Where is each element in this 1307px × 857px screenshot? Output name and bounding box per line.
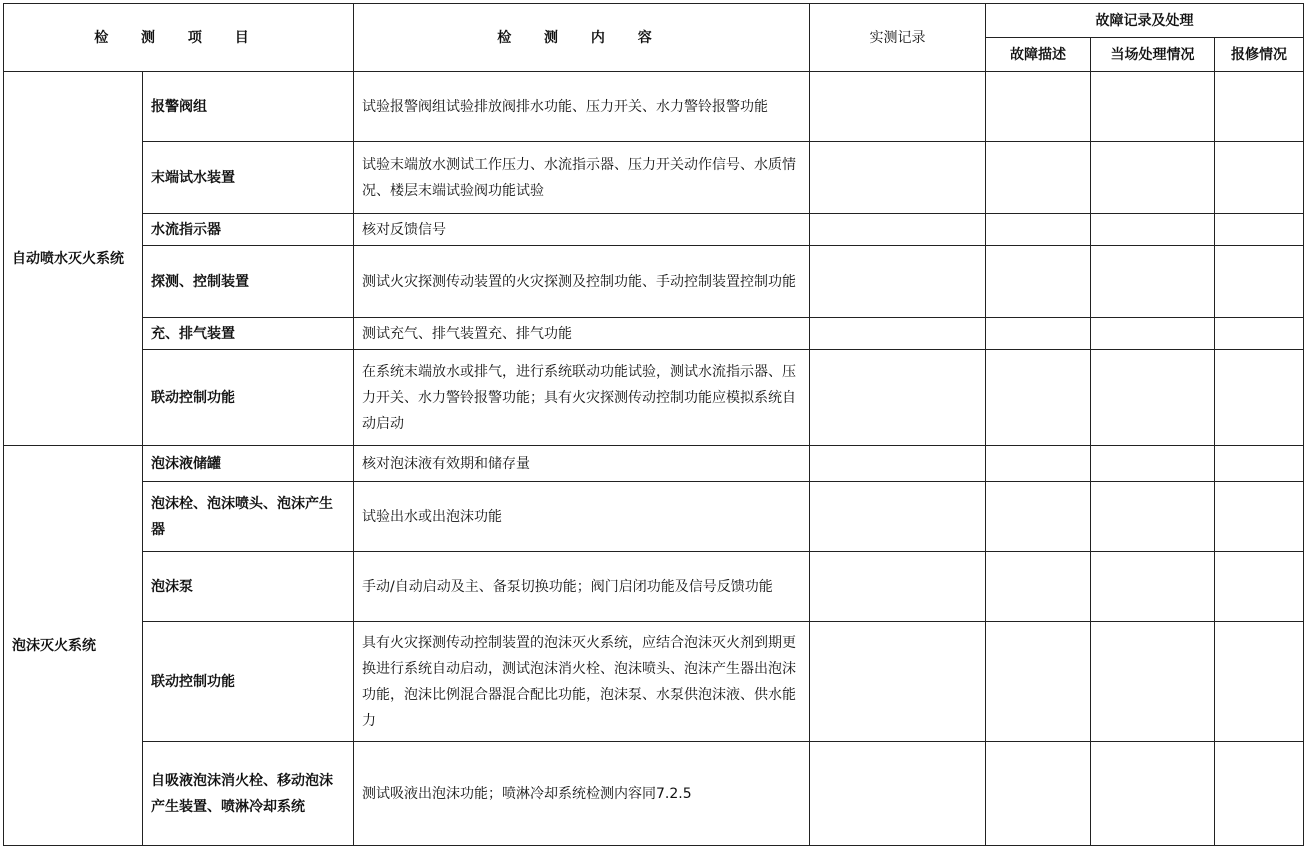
- fault-desc-cell[interactable]: [986, 742, 1091, 846]
- fault-desc-cell[interactable]: [986, 142, 1091, 214]
- fault-desc-cell[interactable]: [986, 552, 1091, 622]
- fault-desc-cell[interactable]: [986, 482, 1091, 552]
- item-content: 在系统末端放水或排气，进行系统联动功能试验，测试水流指示器、压力开关、水力警铃报警功能；具有火灾探测传动控制功能应模拟系统自动启动: [354, 350, 810, 446]
- table-row: [4, 142, 1304, 214]
- item-content: 试验报警阀组试验排放阀排水功能、压力开关、水力警铃报警功能: [354, 72, 810, 142]
- inspection-table: [3, 3, 1304, 846]
- repair-cell[interactable]: [1215, 72, 1304, 142]
- record-cell[interactable]: [810, 72, 986, 142]
- item-content: 测试充气、排气装置充、排气功能: [354, 318, 810, 350]
- item-name: 联动控制功能: [143, 350, 354, 446]
- repair-cell[interactable]: [1215, 622, 1304, 742]
- fault-desc-cell[interactable]: [986, 622, 1091, 742]
- fault-desc-cell[interactable]: [986, 318, 1091, 350]
- table-row: [4, 622, 1304, 742]
- record-cell[interactable]: [810, 214, 986, 246]
- header-fault-group: 故障记录及处理: [986, 4, 1304, 38]
- table-row: [4, 72, 1304, 142]
- record-cell[interactable]: [810, 622, 986, 742]
- item-content: 试验末端放水测试工作压力、水流指示器、压力开关动作信号、水质情况、楼层末端试验阀功能试验: [354, 142, 810, 214]
- table-row: [4, 446, 1304, 482]
- record-cell[interactable]: [810, 446, 986, 482]
- repair-cell[interactable]: [1215, 142, 1304, 214]
- onsite-cell[interactable]: [1091, 246, 1215, 318]
- record-cell[interactable]: [810, 482, 986, 552]
- fault-desc-cell[interactable]: [986, 214, 1091, 246]
- record-cell[interactable]: [810, 552, 986, 622]
- system-name: 自动喷水灭火系统: [4, 72, 143, 446]
- fault-desc-cell[interactable]: [986, 350, 1091, 446]
- item-name: 报警阀组: [143, 72, 354, 142]
- record-cell[interactable]: [810, 142, 986, 214]
- item-name: 联动控制功能: [143, 622, 354, 742]
- repair-cell[interactable]: [1215, 214, 1304, 246]
- record-cell[interactable]: [810, 318, 986, 350]
- item-content: 核对泡沫液有效期和储存量: [354, 446, 810, 482]
- header-onsite: 当场处理情况: [1091, 38, 1215, 72]
- record-cell[interactable]: [810, 742, 986, 846]
- table-row: [4, 214, 1304, 246]
- onsite-cell[interactable]: [1091, 742, 1215, 846]
- fault-desc-cell[interactable]: [986, 72, 1091, 142]
- repair-cell[interactable]: [1215, 446, 1304, 482]
- fault-desc-cell[interactable]: [986, 446, 1091, 482]
- item-name: 泡沫栓、泡沫喷头、泡沫产生器: [143, 482, 354, 552]
- header-item: 检 测 项 目: [4, 4, 354, 72]
- repair-cell[interactable]: [1215, 246, 1304, 318]
- fault-desc-cell[interactable]: [986, 246, 1091, 318]
- repair-cell[interactable]: [1215, 318, 1304, 350]
- system-name: 泡沫灭火系统: [4, 446, 143, 846]
- table-row: [4, 350, 1304, 446]
- item-content: 核对反馈信号: [354, 214, 810, 246]
- item-name: 末端试水装置: [143, 142, 354, 214]
- onsite-cell[interactable]: [1091, 622, 1215, 742]
- onsite-cell[interactable]: [1091, 318, 1215, 350]
- header-repair: 报修情况: [1215, 38, 1304, 72]
- item-name: 泡沫泵: [143, 552, 354, 622]
- item-name: 探测、控制装置: [143, 246, 354, 318]
- item-name: 自吸液泡沫消火栓、移动泡沫产生装置、喷淋冷却系统: [143, 742, 354, 846]
- item-content: 测试吸液出泡沫功能；喷淋冷却系统检测内容同7.2.5: [354, 742, 810, 846]
- onsite-cell[interactable]: [1091, 482, 1215, 552]
- onsite-cell[interactable]: [1091, 142, 1215, 214]
- onsite-cell[interactable]: [1091, 214, 1215, 246]
- item-name: 泡沫液储罐: [143, 446, 354, 482]
- record-cell[interactable]: [810, 246, 986, 318]
- header-record: 实测记录: [810, 4, 986, 72]
- item-name: 充、排气装置: [143, 318, 354, 350]
- repair-cell[interactable]: [1215, 350, 1304, 446]
- onsite-cell[interactable]: [1091, 552, 1215, 622]
- table-row: [4, 552, 1304, 622]
- repair-cell[interactable]: [1215, 742, 1304, 846]
- item-content: 具有火灾探测传动控制装置的泡沫灭火系统，应结合泡沫灭火剂到期更换进行系统自动启动，测试泡沫消火栓、泡沫喷头、泡沫产生器出泡沫功能，泡沫比例混合器混合配比功能，泡沫泵、水泵供泡沫液、供水能力: [354, 622, 810, 742]
- item-content: 测试火灾探测传动装置的火灾探测及控制功能、手动控制装置控制功能: [354, 246, 810, 318]
- table-row: [4, 318, 1304, 350]
- table-row: [4, 482, 1304, 552]
- item-content: 手动/自动启动及主、备泵切换功能；阀门启闭功能及信号反馈功能: [354, 552, 810, 622]
- item-name: 水流指示器: [143, 214, 354, 246]
- table-row: [4, 246, 1304, 318]
- header-fault-desc: 故障描述: [986, 38, 1091, 72]
- onsite-cell[interactable]: [1091, 446, 1215, 482]
- item-content: 试验出水或出泡沫功能: [354, 482, 810, 552]
- onsite-cell[interactable]: [1091, 72, 1215, 142]
- record-cell[interactable]: [810, 350, 986, 446]
- header-content: 检 测 内 容: [354, 4, 810, 72]
- repair-cell[interactable]: [1215, 552, 1304, 622]
- onsite-cell[interactable]: [1091, 350, 1215, 446]
- repair-cell[interactable]: [1215, 482, 1304, 552]
- table-row: [4, 742, 1304, 846]
